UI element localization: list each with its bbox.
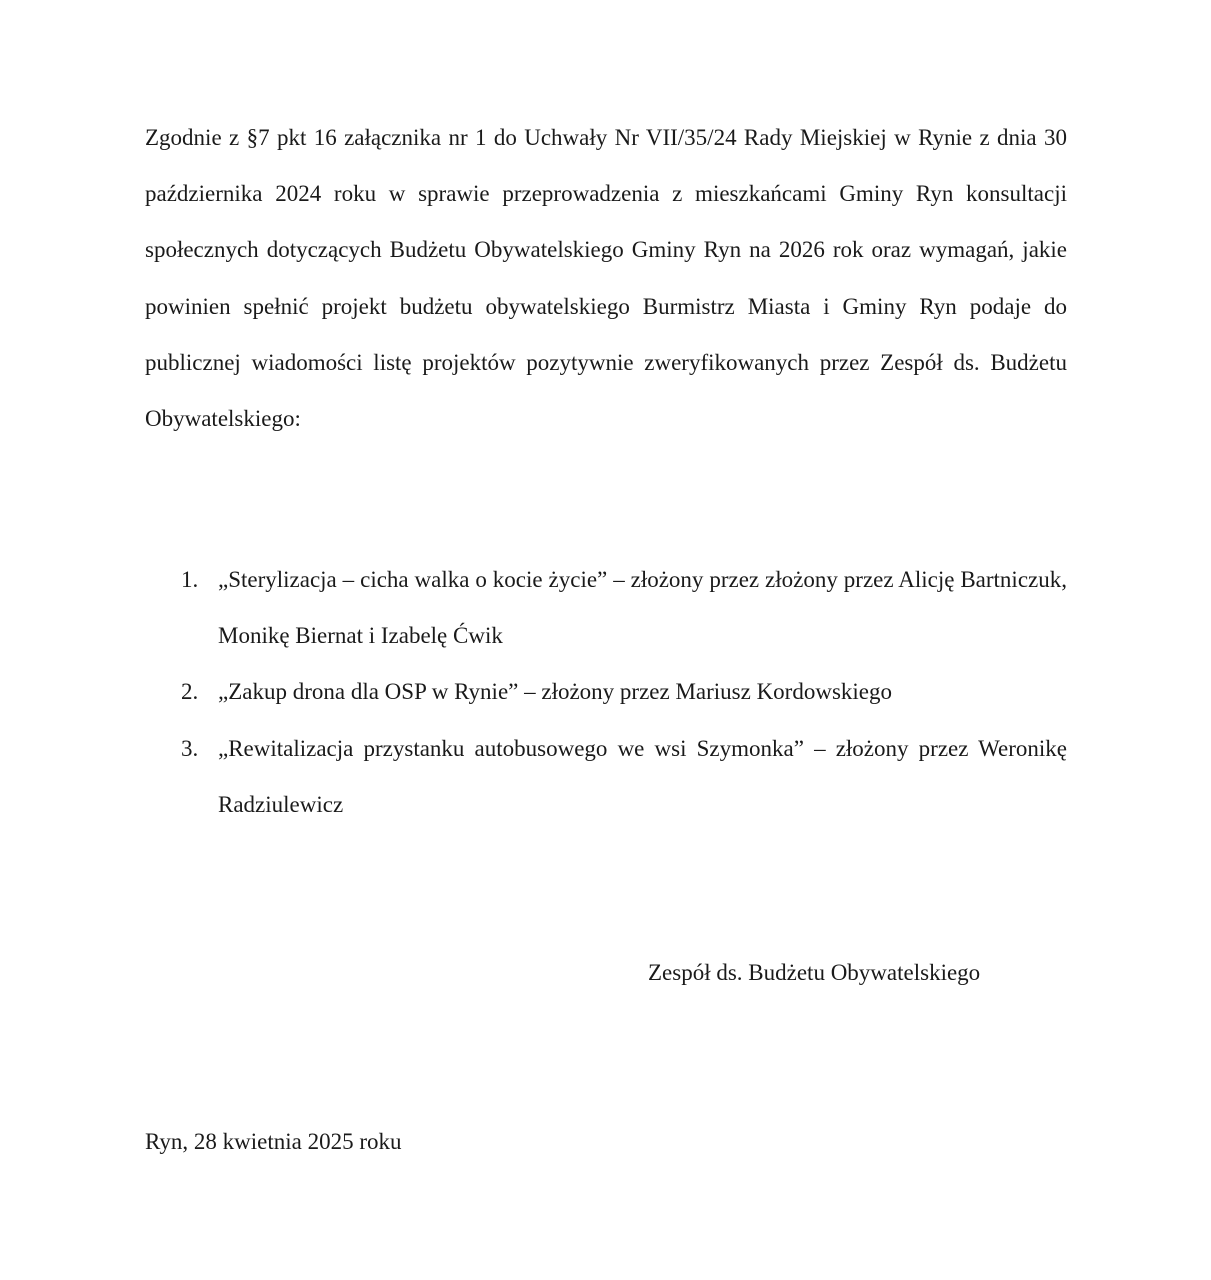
- projects-list: [145, 552, 1067, 833]
- place-date: Ryn, 28 kwietnia 2025 roku: [145, 1129, 402, 1154]
- project-item: [145, 664, 1067, 720]
- project-text: „Rewitalizacja przystanku autobusowego we wsi Szymonka” – złożony przez Weronikę Radziulewicz: [218, 735, 1067, 817]
- project-text: „Zakup drona dla OSP w Rynie” – złożony przez Mariusz Kordowskiego: [218, 679, 892, 705]
- project-number: 1.: [181, 567, 199, 592]
- intro-paragraph: Zgodnie z §7 pkt 16 załącznika nr 1 do Uchwały Nr VII/35/24 Rady Miejskiej w Rynie z dnia 30 października 2024 roku w sprawie przeprowadzenia z mieszkańcami Gminy Ryn konsultacji społecznych dotyczących Budżetu Obywatelskiego Gminy Ryn na 2026 rok oraz wymagań, jakie powinien spełnić projekt budżetu obywatelskiego Burmistrz Miasta i Gminy Ryn podaje do publicznej wiadomości listę projektów pozytywnie zweryfikowanych przez Zespół ds. Budżetu Obywatelskiego:: [145, 125, 1067, 432]
- project-number: 3.: [181, 735, 199, 761]
- project-text: „Sterylizacja – cicha walka o kocie życie” – złożony przez złożony przez Alicję Bartniczuk, Monikę Biernat i Izabelę Ćwik: [218, 567, 1067, 649]
- project-number: 2.: [181, 679, 199, 705]
- project-item: [145, 552, 1067, 664]
- signature: Zespół ds. Budżetu Obywatelskiego: [648, 960, 981, 985]
- project-item: [145, 721, 1067, 833]
